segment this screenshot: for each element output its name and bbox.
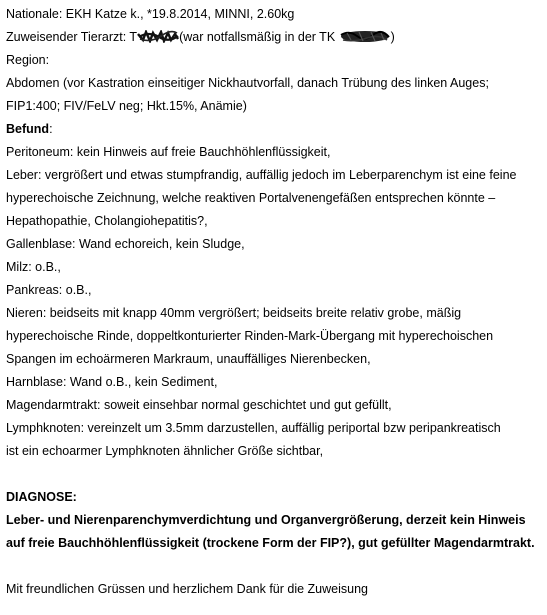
finding-text: Leber: vergrößert und etwas stumpfrandig, auffällig jedoch im Leberparenchym ist eine feine	[6, 168, 517, 182]
history-text: FIP1:400; FIV/FeLV neg; Hkt.15%, Anämie)	[6, 99, 247, 113]
diagnosis-heading: DIAGNOSE:	[6, 490, 77, 504]
closing-text: Mit freundlichen Grüssen und herzlichem Dank für die Zuweisung	[6, 582, 368, 596]
finding-text: Gallenblase: Wand echoreich, kein Sludge,	[6, 237, 245, 251]
finding-line	[6, 256, 546, 279]
finding-text: hyperechoische Rinde, doppeltkonturierter Rinden-Mark-Übergang mit hyperechoischen	[6, 329, 494, 343]
region-line	[6, 49, 546, 72]
redaction-scribble-icon	[137, 30, 179, 43]
closing-line	[6, 578, 546, 601]
patient-info-text: Nationale: EKH Katze k., *19.8.2014, MINNI, 2.60kg	[6, 7, 295, 21]
referral-middle: (war notfallsmäßig in der TK	[179, 30, 339, 44]
history-line	[6, 95, 546, 118]
report-document	[6, 3, 546, 601]
referral-line	[6, 26, 546, 49]
finding-text: Magendarmtrakt: soweit einsehbar normal geschichtet und gut gefüllt,	[6, 398, 392, 412]
history-text: Abdomen (vor Kastration einseitiger Nickhautvorfall, danach Trübung des linken Auges;	[6, 76, 489, 90]
finding-text: Harnblase: Wand o.B., kein Sediment,	[6, 375, 218, 389]
finding-text: Lymphknoten: vereinzelt um 3.5mm darzustellen, auffällig periportal bzw peripankreatisch	[6, 421, 501, 435]
finding-line	[6, 164, 546, 187]
finding-text: Peritoneum: kein Hinweis auf freie Bauchhöhlenflüssigkeit,	[6, 145, 331, 159]
finding-line	[6, 187, 546, 210]
befund-heading-line	[6, 118, 546, 141]
finding-line	[6, 210, 546, 233]
befund-heading: Befund	[6, 122, 50, 136]
finding-text: Hepathopathie, Cholangiohepatitis?,	[6, 214, 208, 228]
finding-text: Pankreas: o.B.,	[6, 283, 92, 297]
history-line	[6, 72, 546, 95]
finding-line	[6, 348, 546, 371]
finding-line	[6, 325, 546, 348]
finding-line	[6, 394, 546, 417]
diagnosis-line	[6, 509, 546, 532]
referral-prefix: Zuweisender Tierarzt: T	[6, 30, 138, 44]
finding-text: ist ein echoarmer Lymphknoten ähnlicher Größe sichtbar,	[6, 444, 324, 458]
finding-text: Nieren: beidseits mit knapp 40mm vergrößert; beidseits breite relativ grobe, mäßig	[6, 306, 462, 320]
redaction-scribble-icon	[339, 30, 391, 43]
diagnosis-line	[6, 532, 546, 555]
diagnosis-text: Leber- und Nierenparenchymverdichtung und Organvergrößerung, derzeit kein Hinweis	[6, 513, 526, 527]
finding-line	[6, 141, 546, 164]
finding-line	[6, 302, 546, 325]
finding-text: Spangen im echoärmeren Markraum, unauffälliges Nierenbecken,	[6, 352, 371, 366]
finding-line	[6, 371, 546, 394]
finding-line	[6, 417, 546, 440]
referral-suffix: )	[390, 30, 395, 44]
finding-line	[6, 233, 546, 256]
diagnosis-text: auf freie Bauchhöhlenflüssigkeit (trockene Form der FIP?), gut gefüllter Magendarmtrakt.	[6, 536, 535, 550]
blank-spacer	[6, 463, 546, 486]
finding-text: Milz: o.B.,	[6, 260, 61, 274]
befund-colon: :	[49, 122, 53, 136]
diagnosis-heading-line	[6, 486, 546, 509]
finding-line	[6, 440, 546, 463]
region-label: Region:	[6, 53, 50, 67]
finding-line	[6, 279, 546, 302]
finding-text: hyperechoische Zeichnung, welche reaktiven Portalvenengefäßen entsprechen könnte –	[6, 191, 496, 205]
blank-spacer	[6, 555, 546, 578]
patient-info-line	[6, 3, 546, 26]
